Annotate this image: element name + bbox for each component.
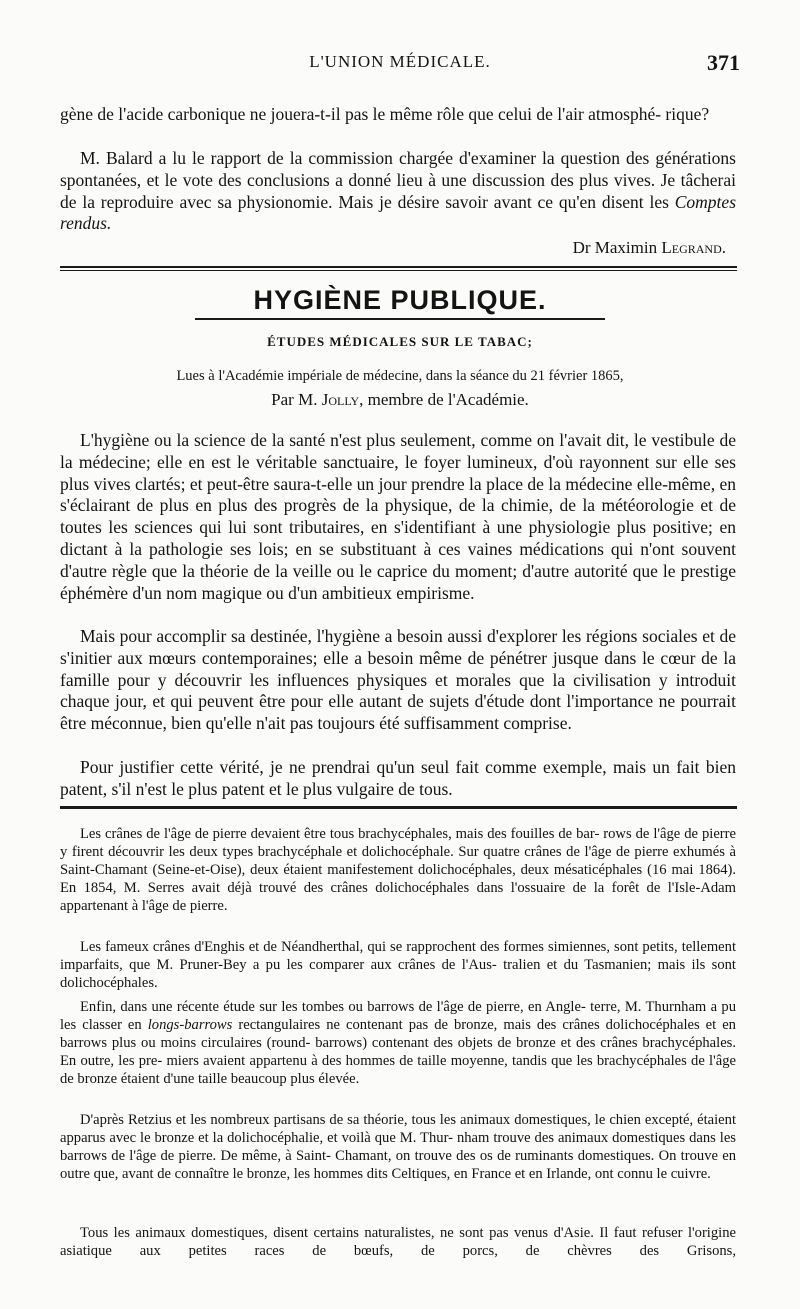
footnote-paragraph-2: Les fameux crânes d'Enghis et de Néandherthal, qui se rapprochent des formes simiennes, sont petits, tellement imparfaits, que M. Pruner-Bey a pu les comparer aux crânes de l'Aus- tralien et du Tasmanien; mais ils sont dolichocéphales. — [60, 939, 736, 991]
body-paragraph-2: Mais pour accomplir sa destinée, l'hygiène a besoin aussi d'explorer les régions sociales et de s'initier aux mœurs contemporaines; elle a besoin même de pénétrer jusque dans le cœur de la famille pour y découvrir les influences physiques et morales que la civilisation y introduit chaque jour, et qui peuvent être pour elle autant de sujets d'étude dont l'importance ne pourrait être méconnue, bien qu'elle n'ait pas toujours été suffisamment comprise. — [60, 626, 736, 734]
footnote-3-part-b: rectangulaires ne contenant pas de bronze, mais des crânes dolichocéphales et en barrows plus ou moins circulaires (round- barrows) contenant des objets de bronze et des crânes brachycéphales. En outre, les pre- miers avaient appartenu à des hommes de taille moyenne, tandis que les brachycéphales de l'âge de bronze étaient d'une taille beaucoup plus élevée. — [60, 1016, 736, 1087]
comptes-rendus-italic: Comptes rendus. — [60, 191, 736, 234]
article-subtitle: ÉTUDES MÉDICALES SUR LE TABAC; — [267, 334, 533, 349]
author-name: Jolly — [321, 390, 360, 409]
double-rule-top — [60, 266, 737, 268]
prev-article-paragraph-1: gène de l'acide carbonique ne jouera-t-il pas le même rôle que celui de l'air atmosphé- rique? — [60, 104, 710, 124]
footnote-paragraph-4: D'après Retzius et les nombreux partisans de sa théorie, tous les animaux domestiques, le chien excepté, étaient apparus avec le bronze et la dolichocéphalie, et voilà que M. Thur- nham trouve des animaux domestiques dans les barrows de l'âge de pierre. De même, à Saint- Chamant, on trouve des os de ruminants domestiques. On trouve en outre que, avant de connaître le bronze, les hommes dits Celtiques, en France et en Irlande, ont connu le cuivre. — [60, 1112, 736, 1182]
section-title: HYGIÈNE PUBLIQUE. — [253, 285, 547, 315]
page-number: 371 — [707, 50, 740, 75]
signature-prefix: Dr Maximin — [572, 238, 658, 257]
body-paragraph-3: Pour justifier cette vérité, je ne prendrai qu'un seul fait comme exemple, mais un fait bien patent, s'il n'est le plus patent et le plus vulgaire de tous. — [60, 757, 736, 799]
author-prefix: Par M. — [271, 390, 318, 409]
author-suffix: , membre de l'Académie. — [359, 390, 529, 409]
signature-name: Legrand. — [661, 238, 726, 257]
prev-article-paragraph-2-text: M. Balard a lu le rapport de la commission chargée d'examiner la question des générations spontanées, et le vote des conclusions a donné lieu à une discussion des plus vives. Je tâcherai de la reproduire avec sa physionomie. Mais je désire savoir avant ce qu'en disent les — [60, 148, 736, 212]
section-title-underline — [195, 318, 605, 320]
footnote-3-part-a: Enfin, dans une récente étude sur les tombes ou barrows de l'âge de pierre, en Angle- terre, M. Thurnham a pu les classer en — [60, 999, 736, 1033]
body-paragraph-1: L'hygiène ou la science de la santé n'est plus seulement, comme on l'avait dit, le vestibule de la médecine; elle en est le véritable sanctuaire, le foyer lumineux, d'où rayonnent sur elle ses plus vives clartés; et peut-être saura-t-elle un jour prendre la place de la médecine elle-même, en s'éclairant de plus en plus des progrès de la physique, de la chimie, de la météorologie et de toutes les sciences qui lui sont tributaires, en s'identifiant à une physiologie plus positive; en dictant à la pathologie ses lois; en se substituant à ces vaines médications qui n'ont souvent d'autre règle que la théorie de la veille ou le caprice du moment; d'autre autorité que le prestige éphémère d'un nom magique ou d'un ambitieux empirisme. — [60, 430, 736, 603]
prev-article-paragraph-2 — [60, 148, 736, 235]
footnote-paragraph-5: Tous les animaux domestiques, disent certains naturalistes, ne sont pas venus d'Asie. Il faut refuser l'origine asiatique aux petites races de bœufs, de porcs, de chèvres des Grisons, — [60, 1225, 736, 1259]
article-read-line: Lues à l'Académie impériale de médecine, dans la séance du 21 février 1865, — [176, 368, 624, 384]
double-rule-bottom — [60, 270, 737, 271]
footnote-separator — [60, 806, 737, 809]
footnote-paragraph-1: Les crânes de l'âge de pierre devaient être tous brachycéphales, mais des fouilles de bar- rows de l'âge de pierre y firent découvrir les deux types brachycéphale et dolichocéphale. Sur quatre crânes de l'âge de pierre exhumés à Saint-Chamant (Seine-et-Oise), deux étaient manifestement dolichocéphales, deux mésaticéphales (16 mai 1864). En 1854, M. Serres avait déjà trouvé des crânes dolichocéphales dans l'ossuaire de la forêt de l'Isle-Adam appartenant à l'âge de pierre. — [60, 826, 736, 914]
journal-title: L'UNION MÉDICALE. — [309, 52, 491, 71]
signature — [573, 238, 726, 258]
footnote-paragraph-3 — [60, 999, 736, 1089]
footnote-3-italic: longs-barrows — [147, 1016, 233, 1033]
article-author — [60, 390, 740, 410]
running-head — [60, 50, 740, 80]
